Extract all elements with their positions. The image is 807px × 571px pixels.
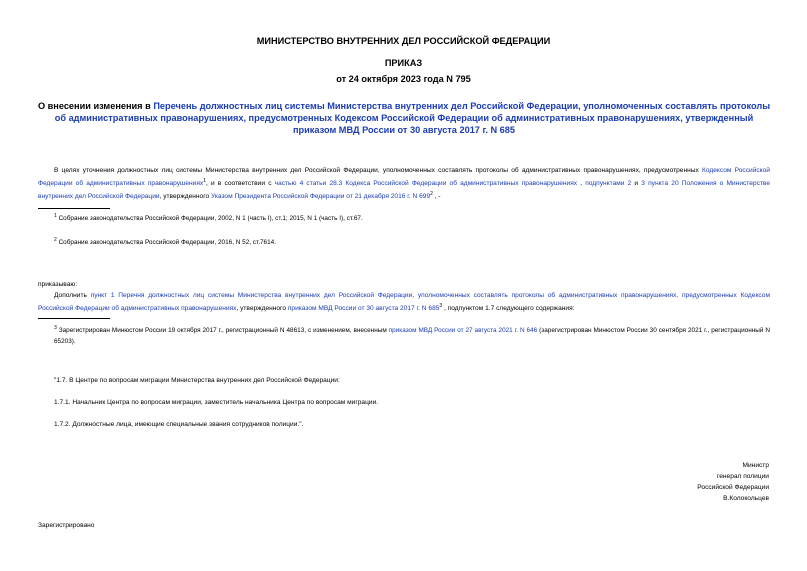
footnote-3-text-a: Зарегистрирован Минюстом России 19 октября 2017 г., регистрационный N 48613, с изменением, внесенным [58,327,389,335]
footnote-2-text: Собрание законодательства Российской Федерации, 2016, N 52, ст.7614. [58,239,276,247]
footnote-2 [54,235,770,248]
preamble-text-1: В целях уточнения должностных лиц системы Министерства внутренних дел Российской Федерации, уполномоченных составлять протоколы об административных правонарушениях, предусмотренных [54,167,703,174]
preamble-text-4: и [631,180,642,188]
preamble-text-5: , утвержденного [159,193,211,201]
link-article-28-3[interactable]: частью 4 статьи 28.3 Кодекса Российской Федерации об административных правонарушениях [274,180,578,188]
link-point-1[interactable]: пункт 1 [90,292,115,299]
order-text-3: , утвержденного [236,305,288,313]
link-order-685[interactable]: приказом МВД России от 30 августа 2017 г. N 685 [287,305,440,313]
footnote-divider-2 [38,318,110,319]
ministry-heading: МИНИСТЕРСТВО ВНУТРЕННИХ ДЕЛ РОССИЙСКОЙ ФЕДЕРАЦИИ [256,36,551,46]
prikazyvayu-text: приказываю: [38,281,78,288]
footnote-3 [54,323,770,347]
preamble-text-3: , [577,180,586,188]
order-text-1: Дополнить [54,292,91,299]
document-title [34,100,774,136]
footnote-3-text-b: (зарегистрирован Минюстом России 30 сентября 2021 г., регистрационный N 65203). [54,327,771,346]
footnote-mark-1: 1 [203,178,206,184]
footnote-3-mark: 3 [54,325,57,331]
preamble-text-6: , - [432,193,441,201]
signature-rank: генерал полиции [716,473,769,480]
link-president-decree[interactable]: Указом Президента Российской Федерации от 21 декабря 2016 г. N 699 [210,193,431,201]
footnote-1-text: Собрание законодательства Российской Федерации, 2002, N 1 (часть I), ст.1; 2015, N 1 (часть I), ст.67. [58,215,363,223]
link-point-20[interactable]: 3 пункта 20 Положения о Министерстве внутренних дел Российской Федерации [38,180,770,201]
link-koap[interactable]: Кодексом Российской Федерации об административных правонарушениях [38,167,770,188]
order-text-4: , подпунктом 1.7 следующего содержания: [442,305,575,313]
signature-country: Российской Федерации [697,484,769,491]
footnote-2-mark: 2 [54,237,57,243]
footnote-1-mark: 1 [54,213,57,219]
title-prefix: О внесении изменения в [37,101,154,111]
title-link-order[interactable]: приказом МВД России от 30 августа 2017 г. N 685 [293,125,515,135]
footnote-divider-1 [38,208,110,209]
quote-line-2: 1.7.1. Начальник Центра по вопросам миграции, заместитель начальника Центра по вопросам миграции. [54,399,379,406]
preamble-text-2: , и в соответствии с [206,180,275,188]
footnote-1 [54,211,770,224]
paragraph-preamble [38,165,770,202]
signature-name: В.Колокольцев [723,495,769,502]
link-subpoint-2[interactable]: подпунктами 2 [585,180,632,188]
title-link-list[interactable]: Перечень должностных лиц системы Министерства внутренних дел Российской Федерации, уполномоченных составлять протоколы об административных правонарушениях, предусмотренных Кодексом Российской Федерации об административных правонарушениях, утвержденный [54,101,771,123]
footnote-mark-2: 2 [430,191,433,198]
date-number-heading: от 24 октября 2023 года N 795 [336,74,471,84]
quote-line-1: "1.7. В Центре по вопросам миграции Министерства внутренних дел Российской Федерации: [54,377,340,384]
link-list-officials[interactable]: Перечня должностных лиц системы Министерства внутренних дел Российской Федерации, уполномоченных составлять протоколы об административных правонарушениях, предусмотренных Кодексом Российской Федерации об административных правонарушениях [38,292,770,313]
paragraph-order [38,290,770,314]
quote-line-3: 1.7.2. Должностные лица, имеющие специальные звания сотрудников полиции.". [54,421,304,428]
signature-position: Министр [742,462,769,469]
footnote-mark-3: 3 [439,303,443,309]
registered-label: Зарегистрировано [38,522,95,529]
link-order-646[interactable]: приказом МВД России от 27 августа 2021 г. N 646 [388,327,538,335]
signature-block [697,460,769,504]
doc-type-heading: ПРИКАЗ [384,58,423,68]
